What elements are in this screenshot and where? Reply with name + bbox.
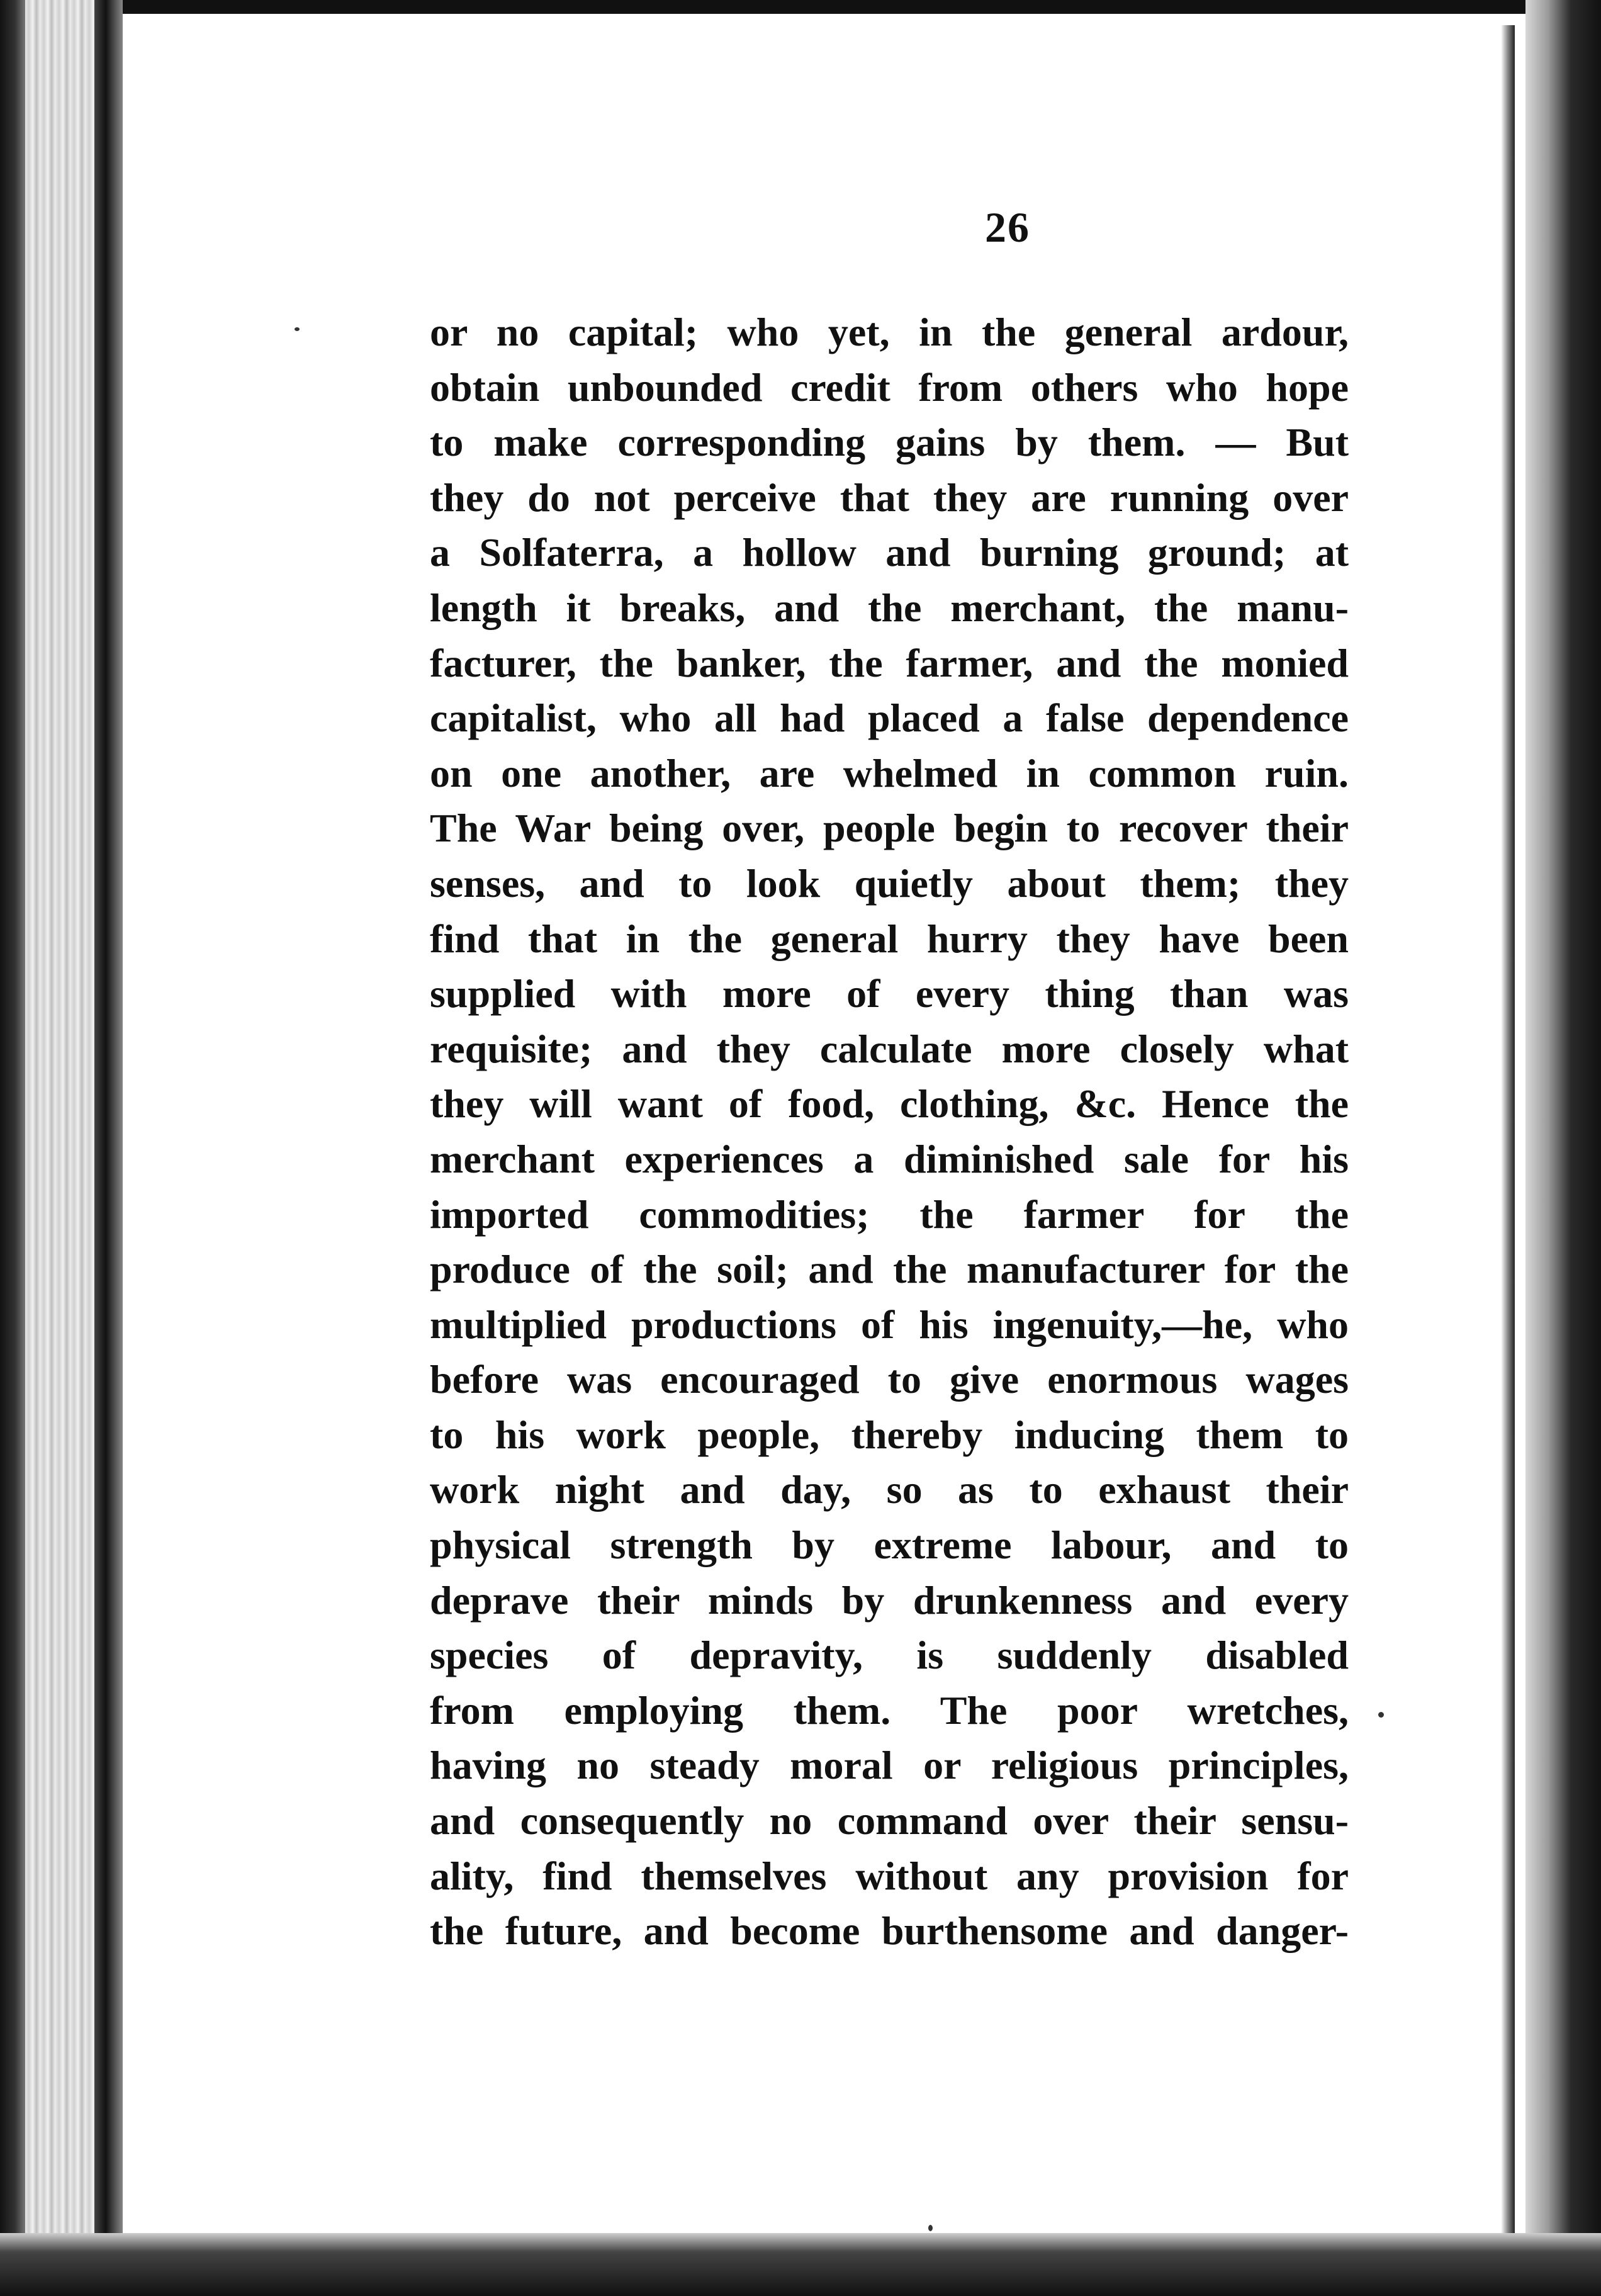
text-line: ality, find themselves without any provision for: [430, 1853, 1349, 1898]
text-line: the future, and become burthensome and danger-: [430, 1908, 1349, 1954]
text-line: obtain unbounded credit from others who hope: [430, 364, 1349, 410]
text-line: facturer, the banker, the farmer, and the monied: [430, 640, 1349, 685]
scan-speck: [928, 2225, 933, 2231]
gutter-shadow: [94, 0, 123, 2296]
text-line: having no steady moral or religious principles,: [430, 1743, 1349, 1788]
scan-speck: [295, 327, 300, 331]
text-line: and consequently no command over their sensu-: [430, 1798, 1349, 1843]
text-line: species of depravity, is suddenly disabled: [430, 1633, 1349, 1678]
text-line: length it breaks, and the merchant, the manu-: [430, 585, 1349, 630]
page-right-edge: [1501, 25, 1515, 2241]
text-line: requisite; and they calculate more closely what: [430, 1026, 1349, 1071]
text-line: senses, and to look quietly about them; they: [430, 860, 1349, 906]
text-line: multiplied productions of his ingenuity,—he, who: [430, 1302, 1349, 1347]
text-line: a Solfaterra, a hollow and burning ground; at: [430, 530, 1349, 575]
text-line: or no capital; who yet, in the general ardour,: [430, 310, 1349, 354]
text-line: deprave their minds by drunkenness and every: [430, 1577, 1349, 1623]
scan-bottom-border: [0, 2233, 1601, 2296]
scan-top-border: [0, 0, 1601, 14]
text-line: supplied with more of every thing than was: [430, 971, 1349, 1016]
text-line: find that in the general hurry they have been: [430, 916, 1349, 961]
text-line: merchant experiences a diminished sale for his: [430, 1136, 1349, 1181]
body-text: [430, 305, 1349, 1959]
text-line: on one another, are whelmed in common ruin.: [430, 750, 1349, 796]
text-line: they do not perceive that they are running over: [430, 475, 1349, 520]
scan-right-border: [1525, 0, 1601, 2296]
text-line: work night and day, so as to exhaust their: [430, 1467, 1349, 1512]
text-line: they will want of food, clothing, &c. Hence the: [430, 1081, 1349, 1127]
text-line: to his work people, thereby inducing them to: [430, 1412, 1349, 1457]
text-line: from employing them. The poor wretches,: [430, 1687, 1349, 1733]
text-line: to make corresponding gains by them. — But: [430, 420, 1349, 465]
scan-speck: [1378, 1712, 1384, 1718]
text-line: physical strength by extreme labour, and to: [430, 1522, 1349, 1568]
text-line: imported commodities; the farmer for the: [430, 1191, 1349, 1237]
scan-binding-edge: [0, 0, 25, 2296]
page-number: 26: [985, 203, 1030, 251]
text-line: The War being over, people begin to recover their: [430, 806, 1349, 851]
text-line: produce of the soil; and the manufacturer for the: [430, 1247, 1349, 1292]
text-line: capitalist, who all had placed a false dependence: [430, 695, 1349, 741]
text-line: before was encouraged to give enormous wages: [430, 1357, 1349, 1402]
